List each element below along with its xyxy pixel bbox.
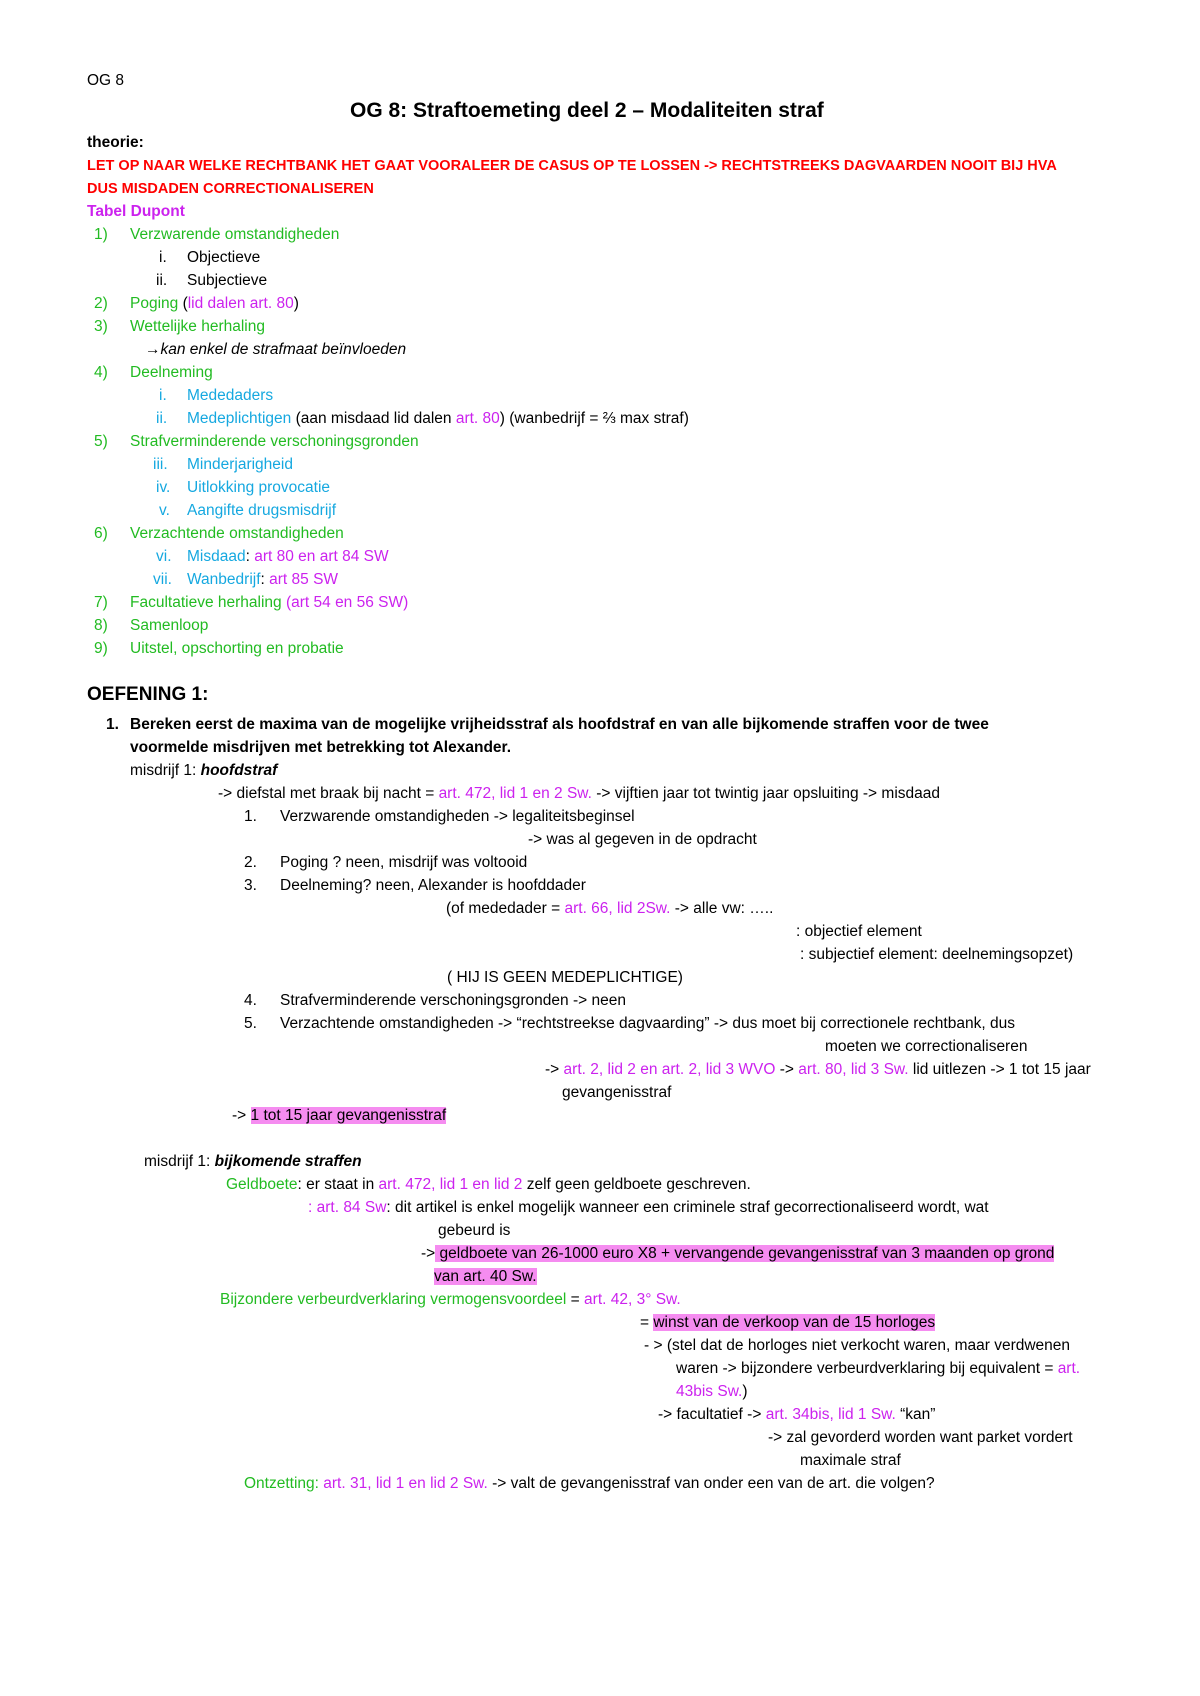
verbeurdverklaring-note: -> facultatief -> art. 34bis, lid 1 Sw. “kan” <box>658 1406 936 1423</box>
geldboete-line-3: gebeurd is <box>438 1222 511 1239</box>
list-item: 9) <box>94 640 108 657</box>
list-item-text: Misdaad: art 80 en art 84 SW <box>187 548 389 565</box>
list-item: 6) <box>94 525 108 542</box>
list-item-text: Deelneming <box>130 364 213 381</box>
list-item-text: Verzwarende omstandigheden <box>130 226 340 243</box>
list-item-text: Verzachtende omstandigheden <box>130 525 344 542</box>
step-number: 2. <box>244 854 257 871</box>
list-item: i. <box>159 249 167 266</box>
misdrijf-1-hoofdstraf: misdrijf 1: hoofdstraf <box>130 762 278 779</box>
verbeurdverklaring-note: maximale straf <box>800 1452 901 1469</box>
theorie-label: theorie: <box>87 134 144 151</box>
list-item: v. <box>159 502 170 519</box>
verbeurdverklaring-result: = winst van de verkoop van de 15 horloges <box>640 1314 936 1331</box>
step-number: 5. <box>244 1015 257 1032</box>
header-label: OG 8 <box>87 72 125 89</box>
list-item: 4) <box>94 364 108 381</box>
list-item: i. <box>159 387 167 404</box>
result-line: -> 1 tot 15 jaar gevangenisstraf <box>232 1107 447 1124</box>
list-item-text: Wettelijke herhaling <box>130 318 265 335</box>
list-item-text: Uitstel, opschorting en probatie <box>130 640 344 657</box>
warning-line-2: DUS MISDADEN CORRECTIONALISEREN <box>87 181 374 197</box>
list-item: 1) <box>94 226 108 243</box>
page-title: OG 8: Straftoemeting deel 2 – Modaliteiten straf <box>350 99 824 122</box>
step-number: 3. <box>244 877 257 894</box>
list-item: 7) <box>94 594 108 611</box>
list-item-text: Mededaders <box>187 387 274 404</box>
step-text: ( HIJ IS GEEN MEDEPLICHTIGE) <box>447 969 683 986</box>
step-text: -> art. 2, lid 2 en art. 2, lid 3 WVO -> art. 80, lid 3 Sw. lid uitlezen -> 1 tot 15 jaar <box>545 1061 1091 1078</box>
question-line-1: Bereken eerst de maxima van de mogelijke vrijheidsstraf als hoofdstraf en van alle bijkomende straffen voor de twee <box>130 716 989 733</box>
note-text: →kan enkel de strafmaat beïnvloeden <box>145 341 407 358</box>
list-item: ii. <box>156 410 168 427</box>
misdrijf-1-bijkomend: misdrijf 1: bijkomende straffen <box>144 1153 362 1170</box>
verbeurdverklaring-note: -> zal gevorderd worden want parket vordert <box>768 1429 1073 1446</box>
list-item: vi. <box>156 548 172 565</box>
geldboete-line: Geldboete: er staat in art. 472, lid 1 en lid 2 zelf geen geldboete geschreven. <box>226 1176 751 1193</box>
step-text: : objectief element <box>796 923 922 940</box>
result-highlight: 1 tot 15 jaar gevangenisstraf <box>250 1107 447 1124</box>
step-text: moeten we correctionaliseren <box>825 1038 1028 1055</box>
verbeurdverklaring-note: waren -> bijzondere verbeurdverklaring bij equivalent = art. <box>676 1360 1081 1377</box>
list-item-text: Wanbedrijf: art 85 SW <box>187 571 339 588</box>
diefstal-line: -> diefstal met braak bij nacht = art. 472, lid 1 en 2 Sw. -> vijftien jaar tot twintig jaar opsluiting -> misdaad <box>218 785 940 802</box>
step-text: Verzachtende omstandigheden -> “rechtstreekse dagvaarding” -> dus moet bij correctionele rechtbank, dus <box>280 1015 1015 1032</box>
oefening-heading: OEFENING 1: <box>87 684 209 705</box>
list-item-text: Samenloop <box>130 617 209 634</box>
list-item: ii. <box>156 272 168 289</box>
step-text: Strafverminderende verschoningsgronden -> neen <box>280 992 626 1009</box>
list-item-text: Strafverminderende verschoningsgronden <box>130 433 419 450</box>
list-item: 2) <box>94 295 108 312</box>
question-line-2: voormelde misdrijven met betrekking tot Alexander. <box>130 739 512 756</box>
ontzetting-line: Ontzetting: art. 31, lid 1 en lid 2 Sw. -> valt de gevangenisstraf van onder een van de art. die volgen? <box>244 1475 935 1492</box>
list-item-text: Aangifte drugsmisdrijf <box>187 502 337 519</box>
list-item-text: Subjectieve <box>187 272 268 289</box>
list-item: vii. <box>153 571 172 588</box>
step-number: 4. <box>244 992 257 1009</box>
step-text: Poging ? neen, misdrijf was voltooid <box>280 854 528 871</box>
question-number: 1. <box>106 716 119 733</box>
step-text: -> was al gegeven in de opdracht <box>528 831 757 848</box>
list-item-text: Objectieve <box>187 249 261 266</box>
list-item: 8) <box>94 617 108 634</box>
verbeurdverklaring-line: Bijzondere verbeurdverklaring vermogensvoordeel = art. 42, 3° Sw. <box>220 1291 681 1308</box>
verbeurdverklaring-note: 43bis Sw.) <box>676 1383 748 1400</box>
step-text: gevangenisstraf <box>562 1084 672 1101</box>
list-item-text: Facultatieve herhaling (art 54 en 56 SW) <box>130 594 409 611</box>
verbeurdverklaring-note: - > (stel dat de horloges niet verkocht waren, maar verdwenen <box>644 1337 1071 1354</box>
tabel-dupont-label: Tabel Dupont <box>87 203 185 220</box>
list-item: 5) <box>94 433 108 450</box>
list-item-text: Poging (lid dalen art. 80) <box>130 295 299 312</box>
list-item-text: Minderjarigheid <box>187 456 293 473</box>
step-number: 1. <box>244 808 257 825</box>
list-item: iv. <box>156 479 171 496</box>
geldboete-line-2: : art. 84 Sw: dit artikel is enkel mogelijk wanneer een criminele straf gecorrectionaliseerd wordt, wat <box>308 1199 989 1216</box>
list-item-text: Medeplichtigen (aan misdaad lid dalen art. 80) (wanbedrijf = ⅔ max straf) <box>187 410 689 427</box>
geldboete-result: -> geldboete van 26-1000 euro X8 + vervangende gevangenisstraf van 3 maanden op grond <box>421 1245 1055 1262</box>
step-text: Deelneming? neen, Alexander is hoofddader <box>280 877 586 894</box>
step-text: (of mededader = art. 66, lid 2Sw. -> alle vw: ….. <box>446 900 774 917</box>
geldboete-result-2: van art. 40 Sw. <box>434 1268 537 1285</box>
step-text: Verzwarende omstandigheden -> legaliteitsbeginsel <box>280 808 635 825</box>
list-item-text: Uitlokking provocatie <box>187 479 331 496</box>
warning-line-1: LET OP NAAR WELKE RECHTBANK HET GAAT VOORALEER DE CASUS OP TE LOSSEN -> RECHTSTREEKS DAGVAARDEN NOOIT BIJ HVA <box>87 158 1057 174</box>
list-item: 3) <box>94 318 108 335</box>
list-item: iii. <box>153 456 168 473</box>
step-text: : subjectief element: deelnemingsopzet) <box>800 946 1074 963</box>
